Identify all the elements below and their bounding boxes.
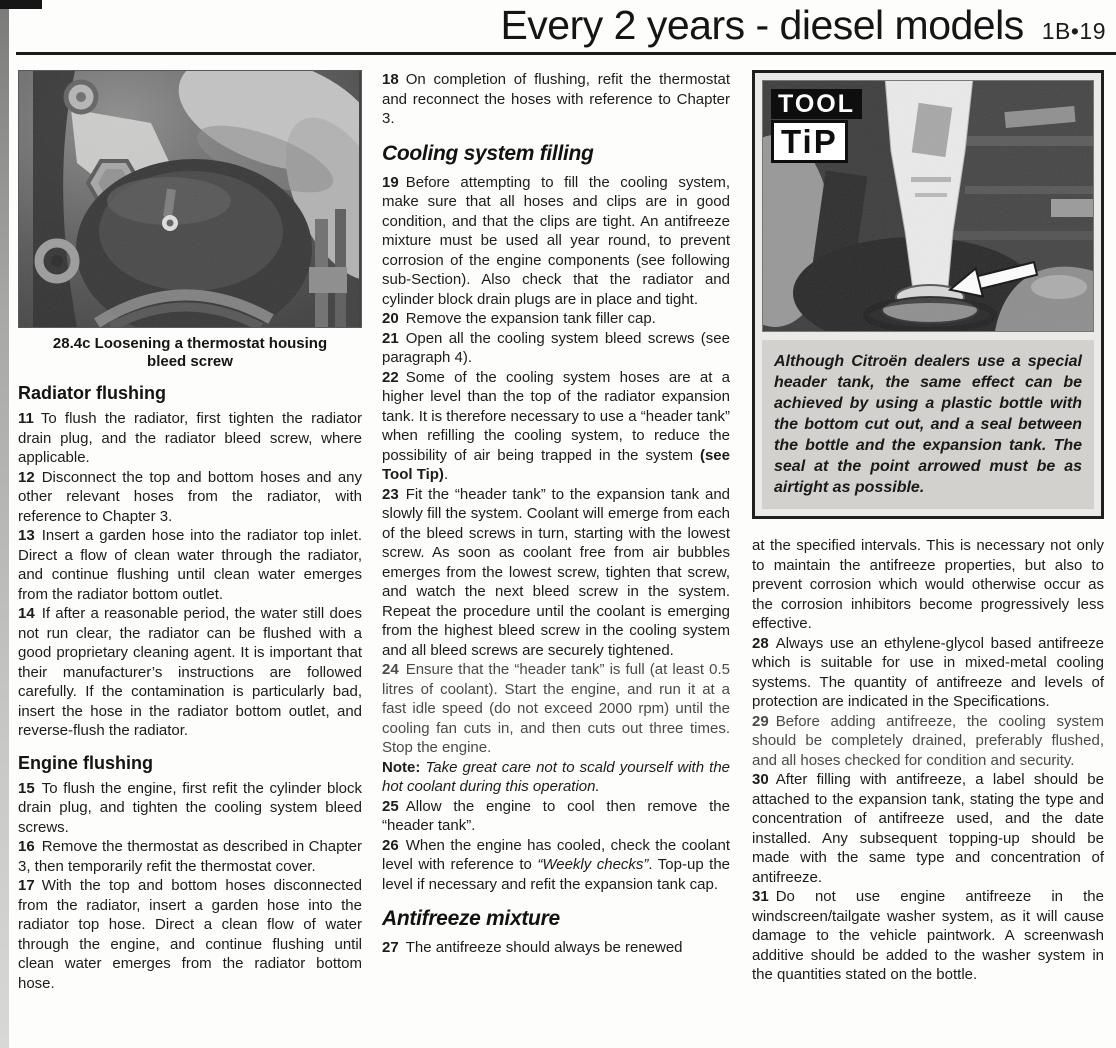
tool-tip-badge-top: TOOL bbox=[771, 89, 862, 119]
step-text: Open all the cooling system bleed screws (see paragraph 4). bbox=[382, 329, 730, 366]
step-28 bbox=[752, 634, 1104, 712]
tool-tip-badge bbox=[771, 89, 862, 163]
step-text: To flush the radiator, first tighten the radiator drain plug, and the radiator bleed screw, where applicable. bbox=[18, 410, 362, 466]
tool-tip-badge-bottom: TiP bbox=[771, 120, 848, 163]
step-number: 13 bbox=[18, 527, 35, 544]
step-text-tail: . bbox=[443, 466, 449, 483]
step-number: 15 bbox=[18, 779, 35, 797]
step-text: Before attempting to fill the cooling system, make sure that all hoses and clips are in good condition, and that the clips are tight. An antifreeze mixture must be used all year round, to prevent corrosion of the engine components (see following sub-Section). Also check that the radiator and cylinder block drain plugs are in place and tight. bbox=[382, 173, 730, 308]
step-number: 17 bbox=[18, 877, 35, 894]
step-30 bbox=[752, 770, 1104, 887]
step-number: 27 bbox=[382, 939, 399, 956]
step-27 bbox=[382, 938, 730, 958]
left-column bbox=[18, 70, 362, 993]
step-27-continued bbox=[752, 536, 1104, 634]
heading-engine-flushing: Engine flushing bbox=[18, 752, 153, 773]
note-text: Take great care not to scald yourself with the hot coolant during this operation. bbox=[382, 758, 731, 795]
step-number: 25 bbox=[382, 797, 399, 815]
step-number: 19 bbox=[382, 173, 399, 191]
photo-caption-line2: bleed screw bbox=[147, 353, 233, 370]
page-title: Every 2 years - diesel models bbox=[500, 2, 1024, 48]
step-number: 16 bbox=[18, 838, 35, 855]
step-text: Disconnect the top and bottom hoses and any other relevant hoses from the radiator, with reference to Chapter 3. bbox=[18, 468, 362, 525]
photo-caption bbox=[18, 335, 362, 371]
step-26 bbox=[382, 836, 730, 895]
step-20 bbox=[382, 309, 730, 329]
right-column bbox=[752, 70, 1104, 985]
step-25 bbox=[382, 797, 730, 836]
heading-cooling-system-filling: Cooling system filling bbox=[382, 141, 594, 165]
step-text: When the engine has cooled, check the coolant level with reference to bbox=[382, 836, 730, 873]
step-text: at the specified intervals. This is necessary not only to maintain the antifreeze properties, but also to prevent corrosion which would otherwise occur as the corrosion inhibitors become progressively less effective. bbox=[752, 537, 1104, 632]
thermostat-photo-illustration bbox=[19, 71, 359, 327]
tool-tip-box bbox=[752, 70, 1104, 519]
step-text: Before adding antifreeze, the cooling system should be completely drained, preferably flushed, and all hoses checked for condition and security. bbox=[752, 712, 1104, 769]
step-number: 29 bbox=[752, 712, 769, 730]
thermostat-photo bbox=[18, 70, 362, 328]
page-number: 1B•19 bbox=[1041, 18, 1106, 44]
weekly-checks-reference: “Weekly checks” bbox=[537, 856, 649, 873]
step-number: 12 bbox=[18, 468, 35, 486]
step-number: 23 bbox=[382, 485, 399, 503]
step-24 bbox=[382, 660, 730, 758]
step-12 bbox=[18, 468, 362, 527]
photo-caption-line1: 28.4c Loosening a thermostat housing bbox=[52, 335, 328, 352]
note-label: Note: bbox=[382, 758, 421, 776]
step-text: Always use an ethylene-glycol based antifreeze which is suitable for use in mixed-metal cooling systems. The quantity of antifreeze and levels of protection are indicated in the Specifications. bbox=[752, 634, 1104, 710]
step-text: The antifreeze should always be renewed bbox=[405, 939, 683, 956]
step-text: Fit the “header tank” to the expansion tank and slowly fill the system. Coolant will emerge from each of the bleed screws in turn, starting with the lowest screw. As soon as coolant free from air bubbles emerges from the lowest screw, tighten that screw, and watch the next bleed screw in the system. Repeat the procedure until the coolant is emerging from the highest bleed screw in the cooling system and all bleed screws are securely tightened. bbox=[382, 485, 730, 659]
step-text: Do not use engine antifreeze in the windscreen/tailgate washer system, as it will cause damage to the vehicle paintwork. A screenwash additive should be added to the washer system in the quantities stated on the bottle. bbox=[752, 888, 1104, 983]
step-17 bbox=[18, 876, 362, 993]
step-13 bbox=[18, 526, 362, 604]
step-11 bbox=[18, 409, 362, 468]
step-31 bbox=[752, 887, 1104, 985]
step-text: Insert a garden hose into the radiator top inlet. Direct a flow of clean water through the radiator, and continue flushing until clean water emerges from the radiator bottom outlet. bbox=[18, 527, 362, 603]
step-text-tail: . Top-up the level if necessary and refit the expansion tank cap. bbox=[382, 856, 731, 893]
tool-tip-caption: Although Citroën dealers use a special header tank, the same effect can be achieved by using a plastic bottle with the bottom cut out, and a seal between the bottle and the expansion tank. The seal at the point arrowed must be as airtight as possible. bbox=[762, 340, 1094, 509]
step-text: With the top and bottom hoses disconnected from the radiator, insert a garden hose into the radiator top hose. Direct a clean flow of water through the engine, and continue flushing until clean water emerges from the radiator bottom hose. bbox=[18, 877, 362, 992]
step-number: 22 bbox=[382, 368, 399, 386]
step-14 bbox=[18, 604, 362, 741]
header-rule bbox=[16, 52, 1116, 55]
step-21 bbox=[382, 329, 730, 368]
step-text: Allow the engine to cool then remove the “header tank”. bbox=[382, 797, 730, 834]
middle-column bbox=[382, 70, 730, 958]
step-number: 18 bbox=[382, 71, 399, 88]
step-text: To flush the engine, first refit the cylinder block drain plug, and tighten the cooling system bleed screws. bbox=[18, 779, 362, 836]
step-16 bbox=[18, 837, 362, 876]
heading-antifreeze-mixture: Antifreeze mixture bbox=[382, 907, 560, 930]
step-text: Some of the cooling system hoses are at a higher level than the top of the radiator expansion tank. It is therefore necessary to use a “header tank” when refilling the cooling system, to reduce the possibility of air being trapped in the system bbox=[382, 368, 730, 464]
step-22 bbox=[382, 368, 730, 485]
step-number: 14 bbox=[18, 605, 35, 622]
step-number: 11 bbox=[18, 410, 34, 427]
note-paragraph bbox=[382, 758, 730, 797]
step-text: Ensure that the “header tank” is full (at least 0.5 litres of coolant). Start the engine, and run it at a fast idle speed (do not exceed 2000 rpm) until the cooling fan cuts in, and then cuts out three times. Stop the engine. bbox=[382, 661, 730, 756]
page-header bbox=[0, 0, 1116, 52]
step-text: On completion of flushing, refit the thermostat and reconnect the hoses with reference to Chapter 3. bbox=[382, 71, 730, 127]
step-number: 31 bbox=[752, 888, 769, 905]
step-number: 26 bbox=[382, 836, 399, 854]
step-29 bbox=[752, 712, 1104, 771]
see-tool-tip-reference: (see Tool Tip) bbox=[382, 446, 730, 483]
step-text: Remove the expansion tank filler cap. bbox=[405, 310, 656, 327]
scan-edge-shadow bbox=[0, 0, 9, 1048]
step-text: If after a reasonable period, the water still does not run clear, the radiator can be flushed with a good proprietary cleaning agent. It is important that their manufacturer’s instructions are followed carefully. If the contamination is particularly bad, insert the hose in the radiator bottom outlet, and reverse-flush the radiator. bbox=[18, 605, 362, 739]
step-text: After filling with antifreeze, a label should be attached to the expansion tank, stating the type and concentration of antifreeze used, and the date installed. Any subsequent topping-up should be made with the same type and concentration of antifreeze. bbox=[752, 771, 1104, 886]
heading-radiator-flushing: Radiator flushing bbox=[18, 383, 166, 403]
step-18 bbox=[382, 70, 730, 129]
step-number: 24 bbox=[382, 661, 399, 678]
step-23 bbox=[382, 485, 730, 661]
step-text: Remove the thermostat as described in Chapter 3, then temporarily refit the thermostat cover. bbox=[18, 838, 362, 875]
step-15 bbox=[18, 779, 362, 838]
tool-tip-photo bbox=[762, 80, 1094, 332]
step-number: 21 bbox=[382, 329, 399, 347]
step-number: 20 bbox=[382, 310, 399, 327]
step-number: 30 bbox=[752, 771, 769, 788]
step-19 bbox=[382, 173, 730, 310]
step-number: 28 bbox=[752, 634, 769, 652]
